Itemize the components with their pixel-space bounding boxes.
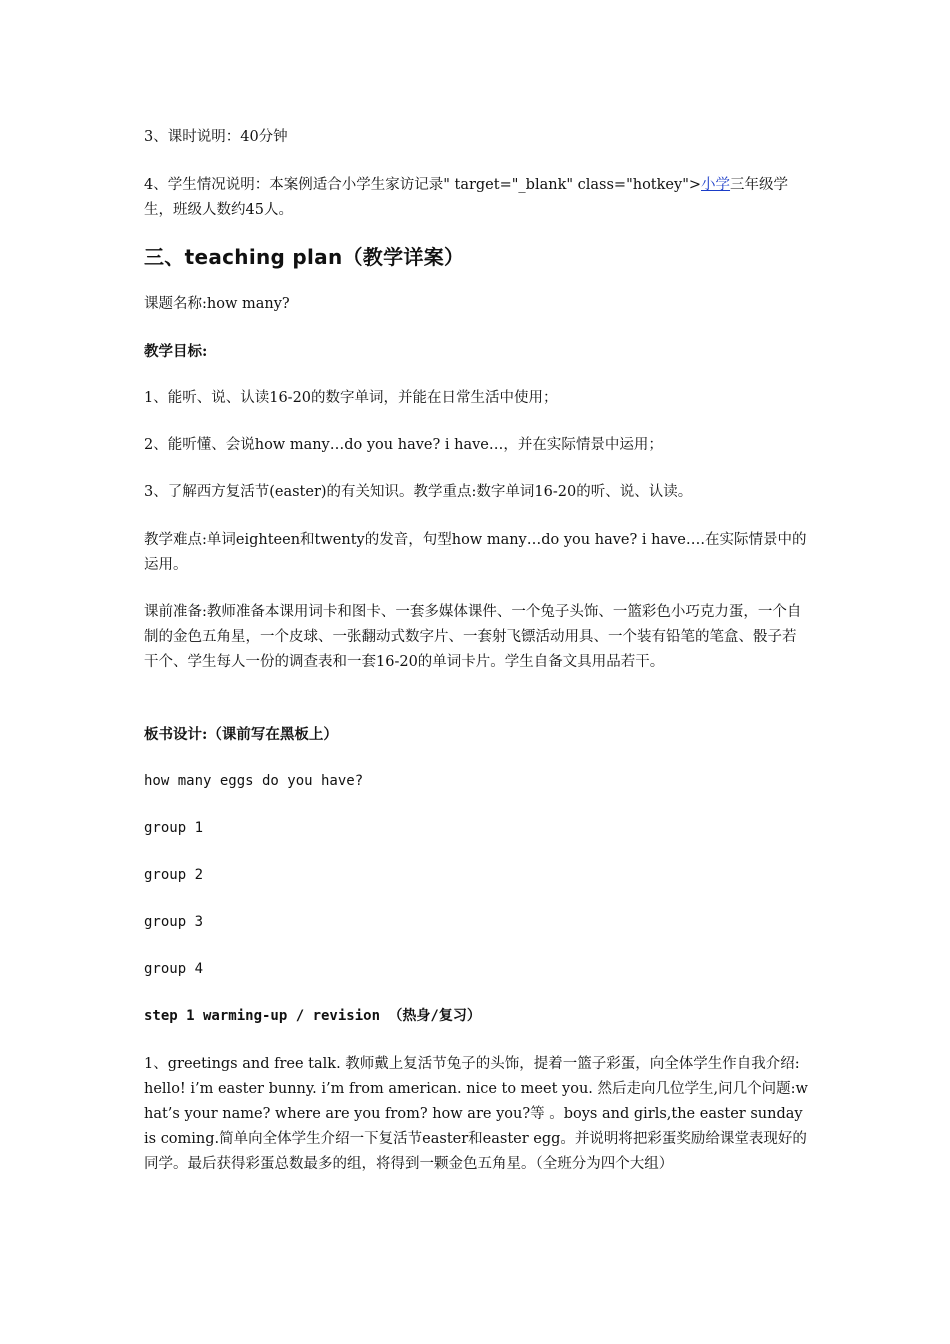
group-2-label: group 2 — [144, 867, 204, 883]
student-info-text: 4、学生情况说明：本案例适合小学生家访记录" target="_blank" class="hotkey"> — [144, 177, 702, 193]
class-duration-line: 3、课时说明：40分钟 — [144, 129, 288, 145]
topic-line: 课题名称:how many? — [144, 296, 290, 312]
goal-2: 2、能听懂、会说how many…do you have? i have…，并在实际情景中运用； — [144, 437, 663, 453]
goal-3: 3、了解西方复活节(easter)的有关知识。教学重点:数字单词16-20的听、说、认读。 — [144, 484, 693, 500]
difficulty-paragraph: 教学难点:单词eighteen和twenty的发音，句型how many…do you have? i have….在实际情景中的运用。 — [144, 532, 807, 573]
board-design-heading: 板书设计:（课前写在黑板上） — [144, 726, 338, 743]
student-info-text-tail: 三年级学生，班级人数约45人。 — [144, 177, 789, 218]
step-1-heading: step 1 warming-up / revision （热身/复习） — [144, 1008, 481, 1024]
group-3-label: group 3 — [144, 914, 204, 930]
primary-school-link[interactable]: 小学 — [701, 177, 731, 193]
preparation-paragraph: 课前准备:教师准备本课用词卡和图卡、一套多媒体课件、一个兔子头饰、一篮彩色小巧克力蛋，一个自制的金色五角星，一个皮球、一张翻动式数字片、一套射飞镖活动用具、一个装有铅笔的笔盒、骰子若干个、学生每人一份的调查表和一套16-20的单词卡片。学生自备文具用品若干。 — [144, 604, 802, 670]
teaching-plan-heading: 三、teaching plan（教学详案） — [144, 245, 465, 269]
step-1-paragraph: 1、greetings and free talk. 教师戴上复活节兔子的头饰，提着一篮子彩蛋，向全体学生作自我介绍:hello! i’m easter bunny. i’m from american. nice to meet you. 然后走向几位学生,问几个问题:what’s your name? where are you from? how are you?等 。boys and girls,the easter sunday is coming.简单向全体学生介绍一下复活节easter和easter egg。并说明将把彩蛋奖励给课堂表现好的同学。最后获得彩蛋总数最多的组，将得到一颗金色五角星。（全班分为四个大组） — [144, 1056, 808, 1172]
group-1-label: group 1 — [144, 820, 204, 836]
student-info-paragraph — [144, 173, 808, 223]
goals-heading: 教学目标: — [144, 343, 208, 360]
board-question: how many eggs do you have? — [144, 773, 364, 789]
goal-1: 1、能听、说、认读16-20的数字单词，并能在日常生活中使用； — [144, 390, 558, 406]
group-4-label: group 4 — [144, 961, 204, 977]
